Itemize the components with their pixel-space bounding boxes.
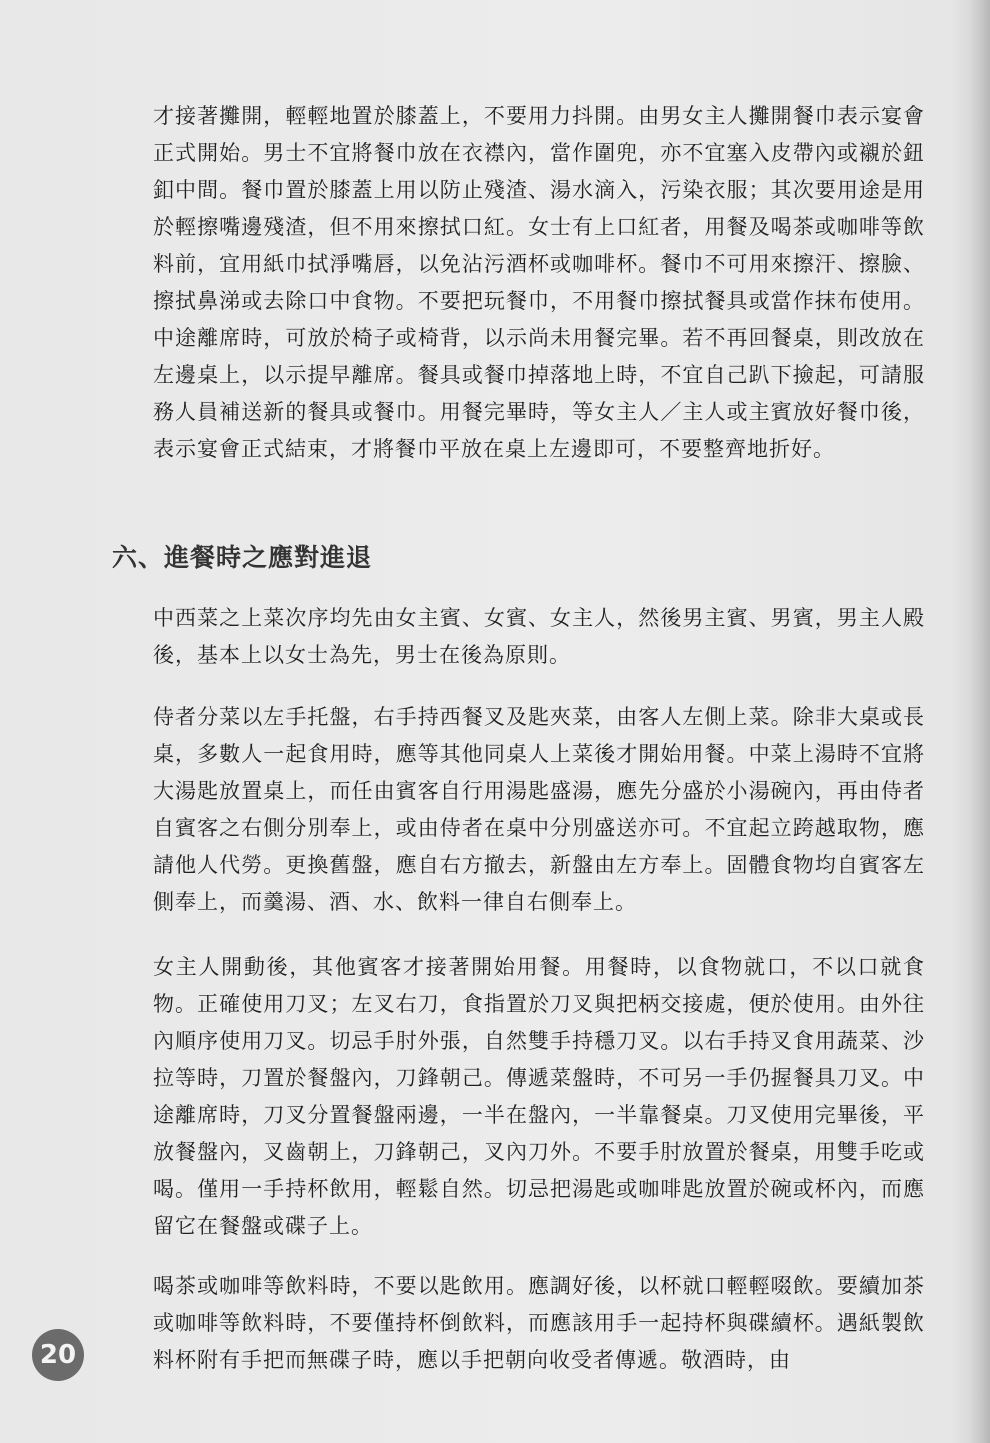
- paragraph-serving-order: 中西菜之上菜次序均先由女主賓、女賓、女主人，然後男主賓、男賓，男主人殿後，基本上以女士為先，男士在後為原則。: [153, 606, 925, 667]
- paragraph-drinking: 喝茶或咖啡等飲料時，不要以匙飲用。應調好後，以杯就口輕輕啜飲。要續加茶或咖啡等飲料時，不要僅持杯倒飲料，而應該用手一起持杯與碟續杯。遇紙製飲料杯附有手把而無碟子時，應以手把朝向收受者傳遞。敬酒時，由: [153, 1274, 925, 1372]
- page-number-badge: 20: [32, 1329, 84, 1381]
- paragraph-napkin-continued: 才接著攤開，輕輕地置於膝蓋上，不要用力抖開。由男女主人攤開餐巾表示宴會正式開始。男士不宜將餐巾放在衣襟內，當作圍兜，亦不宜塞入皮帶內或襯於鈕釦中間。餐巾置於膝蓋上用以防止殘渣、湯水滴入，污染衣服；其次要用途是用於輕擦嘴邊殘渣，但不用來擦拭口紅。女士有上口紅者，用餐及喝茶或咖啡等飲料前，宜用紙巾拭淨嘴唇，以免沾污酒杯或咖啡杯。餐巾不可用來擦汗、擦臉、擦拭鼻涕或去除口中食物。不要把玩餐巾，不用餐巾擦拭餐具或當作抹布使用。中途離席時，可放於椅子或椅背，以示尚未用餐完畢。若不再回餐桌，則改放在左邊桌上，以示提早離席。餐具或餐巾掉落地上時，不宜自己趴下撿起，可請服務人員補送新的餐具或餐巾。用餐完畢時，等女主人／主人或主賓放好餐巾後，表示宴會正式結束，才將餐巾平放在桌上左邊即可，不要整齊地折好。: [153, 104, 925, 461]
- paragraph-cutlery-use: 女主人開動後，其他賓客才接著開始用餐。用餐時，以食物就口，不以口就食物。正確使用刀叉；左叉右刀，食指置於刀叉與把柄交接處，便於使用。由外往內順序使用刀叉。切忌手肘外張，自然雙手持穩刀叉。以右手持叉食用蔬菜、沙拉等時，刀置於餐盤內，刀鋒朝己。傳遞菜盤時，不可另一手仍握餐具刀叉。中途離席時，刀叉分置餐盤兩邊，一半在盤內，一半靠餐桌。刀叉使用完畢後，平放餐盤內，叉齒朝上，刀鋒朝己，叉內刀外。不要手肘放置於餐桌，用雙手吃或喝。僅用一手持杯飲用，輕鬆自然。切忌把湯匙或咖啡匙放置於碗或杯內，而應留它在餐盤或碟子上。: [153, 955, 925, 1238]
- paragraph-waiter-serving: 侍者分菜以左手托盤，右手持西餐叉及匙夾菜，由客人左側上菜。除非大桌或長桌，多數人一起食用時，應等其他同桌人上菜後才開始用餐。中菜上湯時不宜將大湯匙放置桌上，而任由賓客自行用湯匙盛湯，應先分盛於小湯碗內，再由侍者自賓客之右側分別奉上，或由侍者在桌中分別盛送亦可。不宜起立跨越取物，應請他人代勞。更換舊盤，應自右方撤去，新盤由左方奉上。固體食物均自賓客左側奉上，而羹湯、酒、水、飲料一律自右側奉上。: [153, 705, 925, 914]
- section-heading: 六、進餐時之應對進退: [112, 543, 373, 572]
